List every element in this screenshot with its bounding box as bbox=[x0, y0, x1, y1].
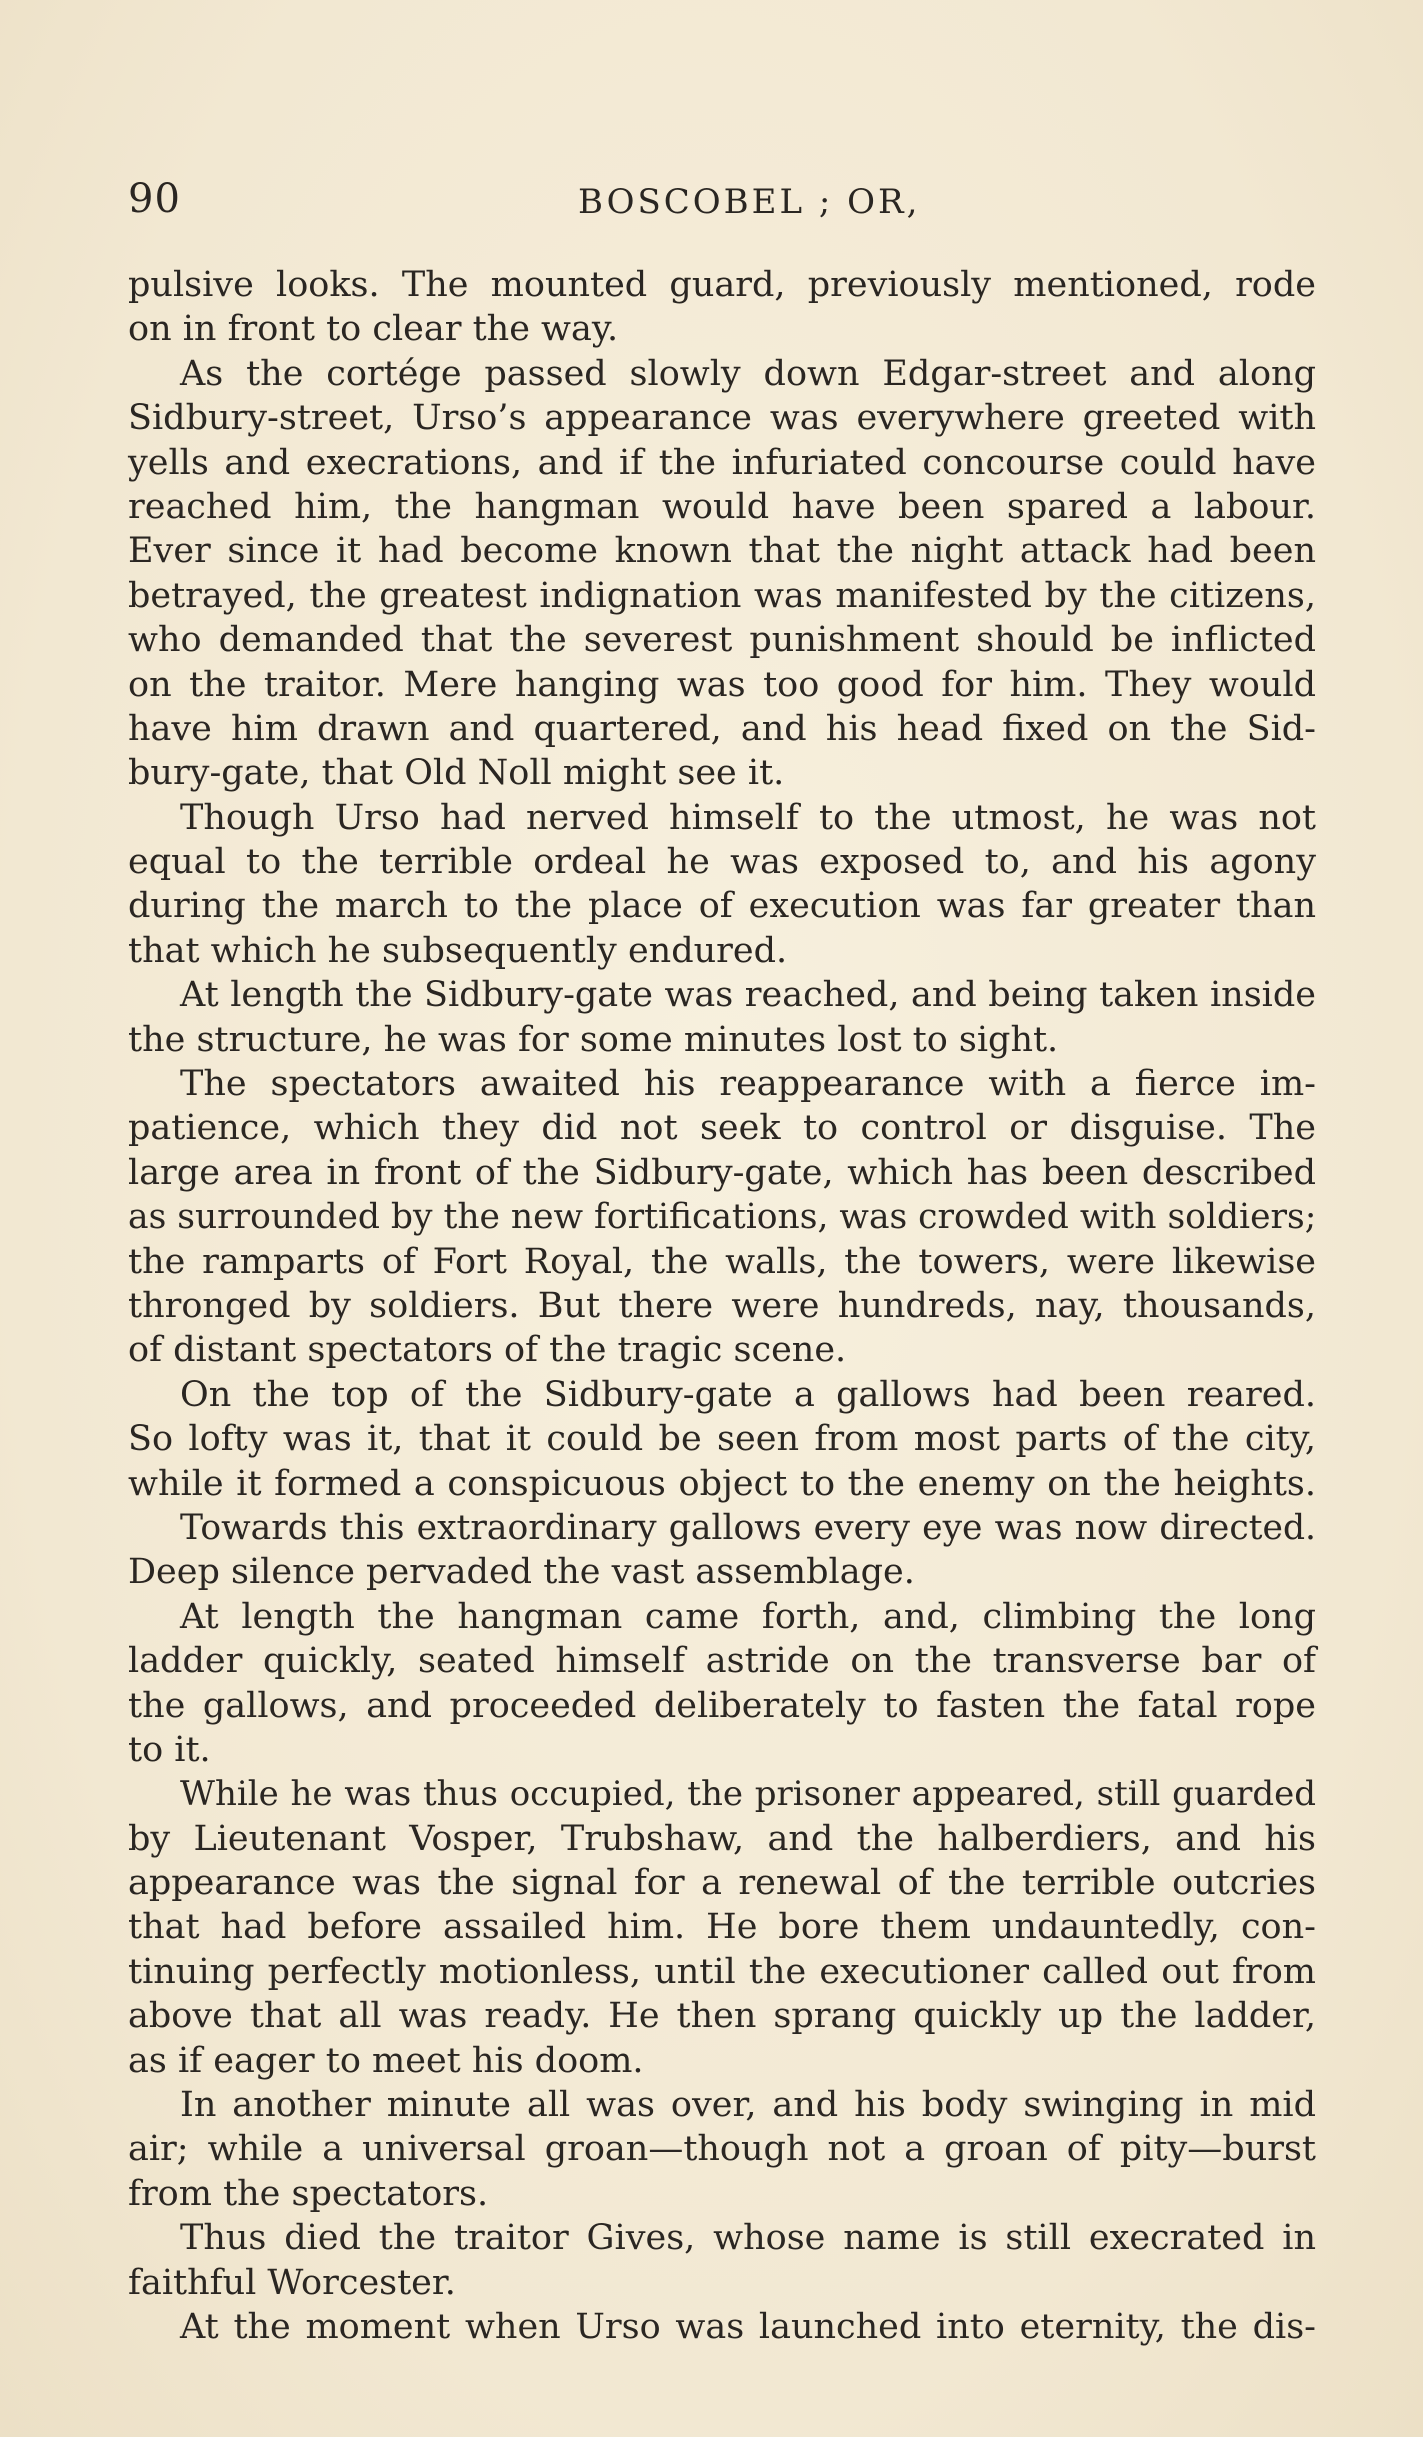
text-line: on in front to clear the way. bbox=[128, 309, 619, 350]
text-line: At length the hangman came forth, and, climbing the long bbox=[180, 1596, 1316, 1637]
text-line: Deep silence pervaded the vast assemblage. bbox=[128, 1552, 915, 1593]
text-line: above that all was ready. He then sprang quickly up the ladder, bbox=[128, 1996, 1316, 2037]
text-line: On the top of the Sidbury-gate a gallows had been reared. bbox=[180, 1374, 1316, 1415]
text-line: that which he subsequently endured. bbox=[128, 930, 788, 971]
text-line: Towards this extraordinary gallows every eye was now directed. bbox=[180, 1507, 1316, 1548]
running-head: BOSCOBEL ; OR, bbox=[578, 182, 921, 222]
text-line: as surrounded by the new fortifications, was crowded with soldiers; bbox=[128, 1197, 1317, 1238]
text-line: reached him, the hangman would have been spared a labour. bbox=[128, 486, 1316, 527]
text-line: betrayed, the greatest indignation was manifested by the citizens, bbox=[128, 575, 1316, 616]
text-line: the gallows, and proceeded deliberately to fasten the fatal rope bbox=[128, 1685, 1316, 1726]
text-line: have him drawn and quartered, and his head fixed on the Sid- bbox=[128, 708, 1316, 749]
text-line: the ramparts of Fort Royal, the walls, the towers, were likewise bbox=[128, 1241, 1316, 1282]
text-line: At the moment when Urso was launched into eternity, the dis- bbox=[180, 2306, 1316, 2347]
text-line: as if eager to meet his doom. bbox=[128, 2040, 644, 2081]
text-line: Though Urso had nerved himself to the utmost, he was not bbox=[180, 797, 1316, 838]
text-line: Sidbury-street, Urso’s appearance was everywhere greeted with bbox=[128, 398, 1316, 439]
text-line: So lofty was it, that it could be seen from most parts of the city, bbox=[128, 1419, 1316, 1460]
text-line: faithful Worcester. bbox=[128, 2262, 456, 2303]
text-line: while it formed a conspicuous object to the enemy on the heights. bbox=[128, 1463, 1316, 1504]
text-line: pulsive looks. The mounted guard, previously mentioned, rode bbox=[128, 265, 1316, 305]
text-line: to it. bbox=[128, 1729, 211, 1770]
text-line: by Lieutenant Vosper, Trubshaw, and the halberdiers, and his bbox=[128, 1818, 1316, 1859]
text-line: yells and execrations, and if the infuriated concourse could have bbox=[128, 442, 1316, 483]
text-line: equal to the terrible ordeal he was exposed to, and his agony bbox=[128, 842, 1316, 883]
text-line: air; while a universal groan—though not a groan of pity—burst bbox=[128, 2129, 1316, 2170]
text-line: on the traitor. Mere hanging was too good for him. They would bbox=[128, 664, 1316, 705]
text-line: thronged by soldiers. But there were hundreds, nay, thousands, bbox=[128, 1285, 1316, 1326]
text-line: from the spectators. bbox=[128, 2173, 489, 2214]
body-text bbox=[128, 263, 1316, 2349]
text-line: While he was thus occupied, the prisoner appeared, still guarded bbox=[180, 1774, 1316, 1815]
text-line: patience, which they did not seek to control or disguise. The bbox=[128, 1108, 1316, 1149]
text-line: bury-gate, that Old Noll might see it. bbox=[128, 753, 785, 794]
text-line: that had before assailed him. He bore them undauntedly, con- bbox=[128, 1907, 1316, 1948]
text-line: during the march to the place of execution was far greater than bbox=[128, 886, 1316, 927]
text-line: The spectators awaited his reappearance with a fierce im- bbox=[180, 1064, 1316, 1105]
text-line: At length the Sidbury-gate was reached, and being taken inside bbox=[180, 975, 1316, 1016]
text-line: Thus died the traitor Gives, whose name is still execrated in bbox=[180, 2218, 1316, 2259]
text-line: appearance was the signal for a renewal of the terrible outcries bbox=[128, 1863, 1316, 1904]
text-line: the structure, he was for some minutes lost to sight. bbox=[128, 1019, 1059, 1060]
text-line: large area in front of the Sidbury-gate, which has been described bbox=[128, 1152, 1316, 1193]
text-line: who demanded that the severest punishment should be inflicted bbox=[128, 620, 1316, 661]
text-line: Ever since it had become known that the night attack had been bbox=[128, 531, 1316, 572]
text-line: tinuing perfectly motionless, until the executioner called out from bbox=[128, 1951, 1316, 1992]
page-number: 90 bbox=[128, 176, 181, 222]
page-header bbox=[128, 176, 1316, 236]
text-line: As the cortége passed slowly down Edgar-street and along bbox=[180, 353, 1316, 394]
text-line: In another minute all was over, and his body swinging in mid bbox=[180, 2085, 1316, 2126]
text-line: of distant spectators of the tragic scene. bbox=[128, 1330, 847, 1371]
text-line: ladder quickly, seated himself astride on the transverse bar of bbox=[128, 1641, 1316, 1682]
